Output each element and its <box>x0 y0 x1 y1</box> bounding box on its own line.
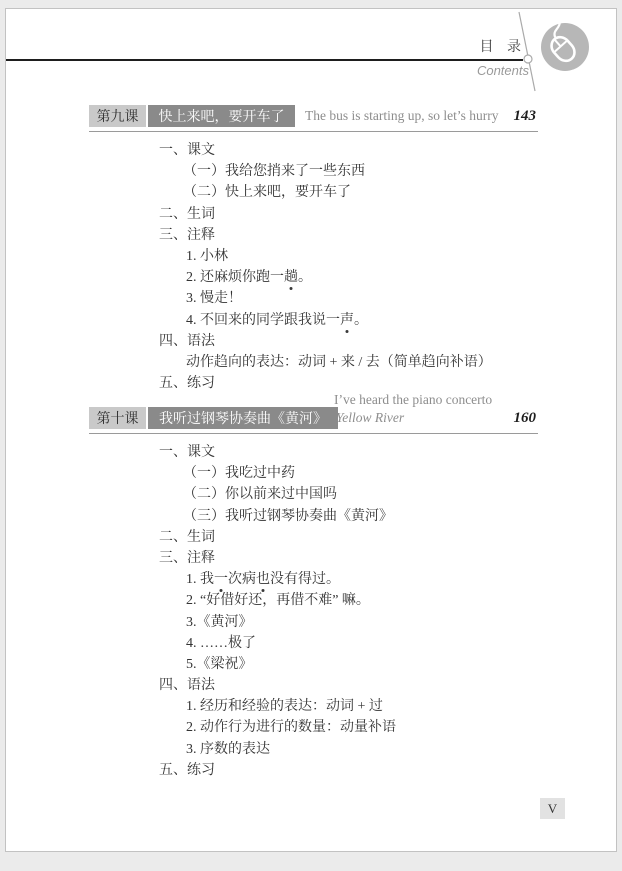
toc-line <box>159 310 492 331</box>
toc-line <box>159 140 492 161</box>
lesson-10-english-title-line1: I’ve heard the piano concerto <box>334 392 493 407</box>
toc-line-text: 1. 小林 <box>186 248 228 264</box>
toc-line <box>159 527 396 548</box>
toc-line <box>159 182 492 203</box>
header-rule <box>6 59 523 61</box>
lesson-9-number-box: 第九课 <box>89 105 146 127</box>
toc-line-text: 。 <box>298 270 312 286</box>
toc-line-text: 5.《梁祝》 <box>186 656 253 672</box>
toc-line <box>159 225 492 246</box>
toc-line <box>159 654 396 675</box>
toc-line <box>159 569 396 590</box>
lesson-10-number-box: 第十课 <box>89 407 146 429</box>
emphasized-char: 也 <box>256 569 270 590</box>
toc-line-text: （一）我吃过中药 <box>183 466 295 482</box>
toc-line-text: （一）我给您捎来了一些东西 <box>183 164 365 180</box>
toc-line-text: 一、课文 <box>159 445 215 460</box>
toc-line <box>159 760 396 781</box>
toc-line-text: 4. ……极了 <box>186 635 256 651</box>
lesson-10-underline <box>89 433 538 434</box>
lesson-10-toc-list <box>159 442 396 781</box>
toc-line <box>159 548 396 569</box>
emphasized-char: 趟 <box>284 267 298 288</box>
toc-line <box>159 739 396 760</box>
toc-line-text: 1. 我 <box>186 572 214 588</box>
toc-line <box>159 612 396 633</box>
toc-line-text: 2. “好借好还，再借不难” 嘛。 <box>186 593 370 609</box>
toc-line-text: 四、语法 <box>159 678 215 694</box>
toc-line-text: 没有得过。 <box>270 572 340 588</box>
emphasized-char: 声 <box>340 310 354 331</box>
toc-line-text: 五、练习 <box>159 762 215 778</box>
contents-title-english: Contents <box>476 63 529 78</box>
toc-line-text: 4. 不回来的同学跟我说一 <box>186 312 340 328</box>
toc-line-text: 三、注释 <box>159 227 215 243</box>
toc-line-text: 三、注释 <box>159 550 215 566</box>
lesson-9-page-number: 143 <box>513 108 536 124</box>
toc-line-text: （三）我听过钢琴协奏曲《黄河》 <box>183 508 393 524</box>
toc-line <box>159 204 492 225</box>
page-number-badge: V <box>540 798 565 819</box>
toc-line-text: 二、生词 <box>159 206 215 222</box>
junction-circle-decoration <box>524 55 532 63</box>
toc-line-text: （二）快上来吧，要开车了 <box>183 185 351 201</box>
book-page <box>5 8 617 852</box>
lesson-9-title-box: 快上来吧，要开车了 <box>148 105 295 127</box>
lesson-10-english-title-line2: Yellow River <box>336 410 405 425</box>
toc-line <box>159 463 396 484</box>
contents-title-chinese: 目 录 <box>479 40 526 55</box>
toc-line-text: 五、练习 <box>159 376 215 392</box>
toc-line <box>159 675 396 696</box>
toc-line-text: 3. 慢走！ <box>186 291 242 307</box>
toc-line-text: 次病 <box>228 572 256 588</box>
toc-line-text: 3. 序数的表达 <box>186 741 270 757</box>
lesson-10-title-box: 我听过钢琴协奏曲《黄河》 <box>148 407 338 429</box>
toc-line <box>159 288 492 309</box>
mouse-icon <box>540 20 589 71</box>
lesson-9-english-title: The bus is starting up, so let’s hurry <box>305 108 499 123</box>
toc-line-text: 2. 还麻烦你跑一 <box>186 270 284 286</box>
toc-line-text: 一、课文 <box>159 143 215 158</box>
emphasized-char: 一 <box>214 569 228 590</box>
toc-line <box>159 442 396 463</box>
toc-line <box>159 484 396 505</box>
toc-line <box>159 161 492 182</box>
toc-line <box>159 633 396 654</box>
header-decoration <box>491 9 621 101</box>
toc-line-text: 二、生词 <box>159 529 215 545</box>
lesson-10-page-number: 160 <box>513 410 536 426</box>
toc-line-text: 1. 经历和经验的表达：动词 + 过 <box>186 699 383 715</box>
toc-line <box>159 246 492 267</box>
diagonal-line-decoration <box>519 12 535 91</box>
toc-line <box>159 352 492 373</box>
toc-line-text: 动作趋向的表达：动词 + 来 / 去（简单趋向补语） <box>186 354 492 370</box>
toc-line-text: 。 <box>354 312 368 328</box>
toc-line <box>159 506 396 527</box>
toc-line <box>159 717 396 738</box>
toc-line-text: （二）你以前来过中国吗 <box>183 487 337 503</box>
toc-line <box>159 696 396 717</box>
toc-line-text: 3.《黄河》 <box>186 614 253 630</box>
toc-line-text: 2. 动作行为进行的数量：动量补语 <box>186 720 396 736</box>
lesson-9-toc-list <box>159 140 492 394</box>
toc-line <box>159 331 492 352</box>
toc-line <box>159 267 492 288</box>
toc-line-text: 四、语法 <box>159 333 215 349</box>
lesson-9-underline <box>89 131 538 132</box>
toc-line <box>159 590 396 611</box>
